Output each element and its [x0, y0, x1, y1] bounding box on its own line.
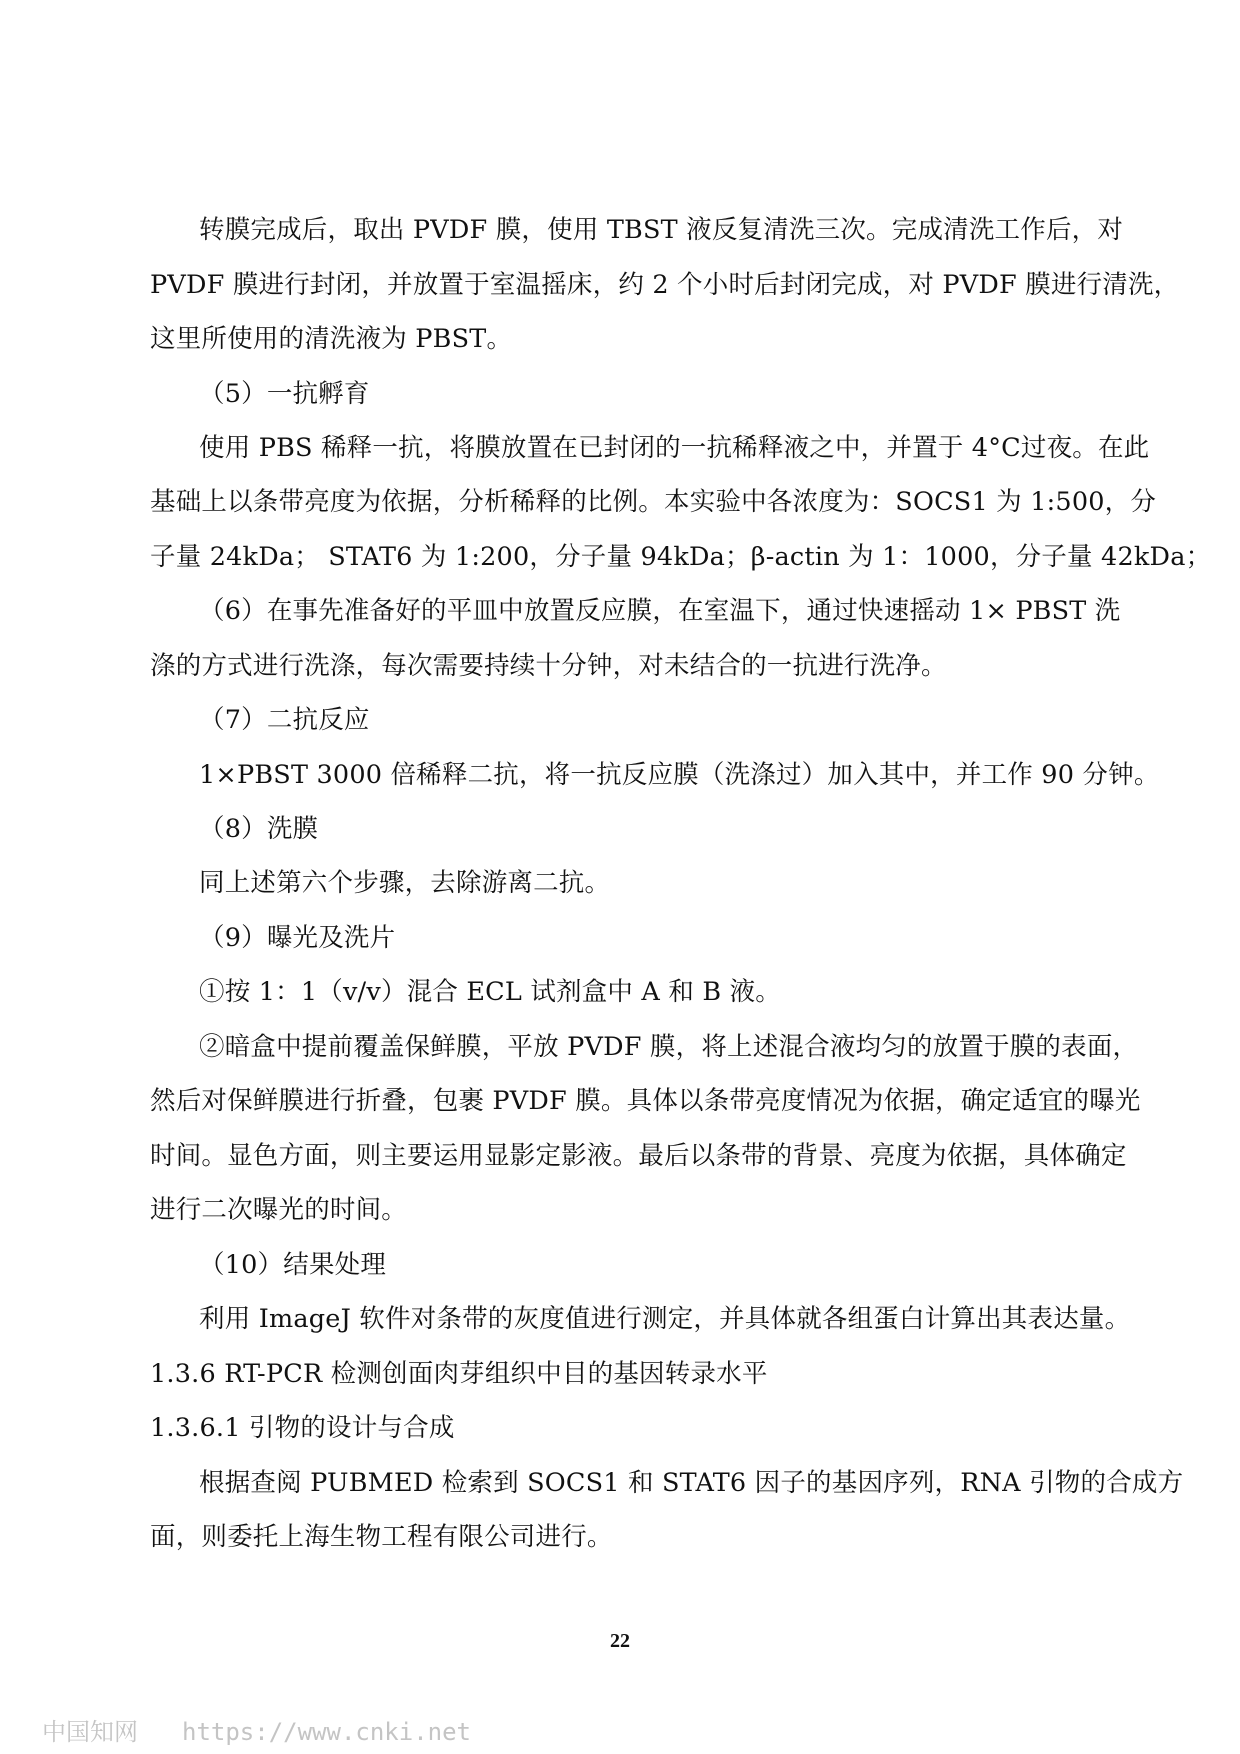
cnki-watermark — [42, 1712, 471, 1747]
paragraph-line: 面，则委托上海生物工程有限公司进行。 — [150, 1522, 613, 1552]
paragraph-line: 1×PBST 3000 倍稀释二抗，将一抗反应膜（洗涤过）加入其中，并工作 90 分钟。 — [199, 760, 1160, 790]
paragraph-line: 同上述第六个步骤，去除游离二抗。 — [199, 868, 611, 898]
step-heading: （8）洗膜 — [199, 814, 319, 844]
paragraph-line: PVDF 膜进行封闭，并放置于室温摇床，约 2 个小时后封闭完成，对 PVDF 膜进行清洗， — [150, 270, 1180, 300]
paragraph-line: 涤的方式进行洗涤，每次需要持续十分钟，对未结合的一抗进行洗净。 — [150, 651, 947, 681]
paragraph-line: 子量 24kDa； STAT6 为 1:200，分子量 94kDa；β-actin 为 1：1000，分子量 42kDa； — [150, 542, 1212, 572]
paragraph-line: 根据查阅 PUBMED 检索到 SOCS1 和 STAT6 因子的基因序列，RNA 引物的合成方 — [199, 1468, 1184, 1498]
paragraph-line: 基础上以条带亮度为依据，分析稀释的比例。本实验中各浓度为：SOCS1 为 1:500，分 — [150, 487, 1157, 517]
step-heading: （10）结果处理 — [199, 1250, 387, 1280]
section-heading: 1.3.6 RT-PCR 检测创面肉芽组织中目的基因转录水平 — [150, 1359, 768, 1389]
paragraph-line: ①按 1：1（v/v）混合 ECL 试剂盒中 A 和 B 液。 — [199, 977, 782, 1007]
step-heading: （5）一抗孵育 — [199, 379, 370, 409]
paragraph-line: 时间。显色方面，则主要运用显影定影液。最后以条带的背景、亮度为依据，具体确定 — [150, 1141, 1127, 1171]
paragraph-line: 然后对保鲜膜进行折叠，包裹 PVDF 膜。具体以条带亮度情况为依据，确定适宜的曝光 — [150, 1086, 1141, 1116]
paragraph-line: 这里所使用的清洗液为 PBST。 — [150, 324, 513, 354]
page-number: 22 — [610, 1630, 630, 1652]
step-heading: （7）二抗反应 — [199, 705, 370, 735]
watermark-url: https://www.cnki.net — [182, 1718, 471, 1746]
paragraph-line: ②暗盒中提前覆盖保鲜膜，平放 PVDF 膜，将上述混合液均匀的放置于膜的表面， — [199, 1032, 1139, 1062]
subsection-heading: 1.3.6.1 引物的设计与合成 — [150, 1413, 455, 1443]
paragraph-line: 使用 PBS 稀释一抗，将膜放置在已封闭的一抗稀释液之中，并置于 4°C过夜。在此 — [199, 433, 1150, 463]
watermark-site-name: 中国知网 — [42, 1718, 138, 1746]
step-heading: （9）曝光及洗片 — [199, 923, 396, 953]
paragraph-line: 利用 ImageJ 软件对条带的灰度值进行测定，并具体就各组蛋白计算出其表达量。 — [199, 1304, 1131, 1334]
paragraph-line: 转膜完成后，取出 PVDF 膜，使用 TBST 液反复清洗三次。完成清洗工作后，对 — [199, 215, 1124, 245]
paragraph-line: 进行二次曝光的时间。 — [150, 1195, 408, 1225]
paragraph-line: （6）在事先准备好的平皿中放置反应膜，在室温下，通过快速摇动 1× PBST 洗 — [199, 596, 1121, 626]
